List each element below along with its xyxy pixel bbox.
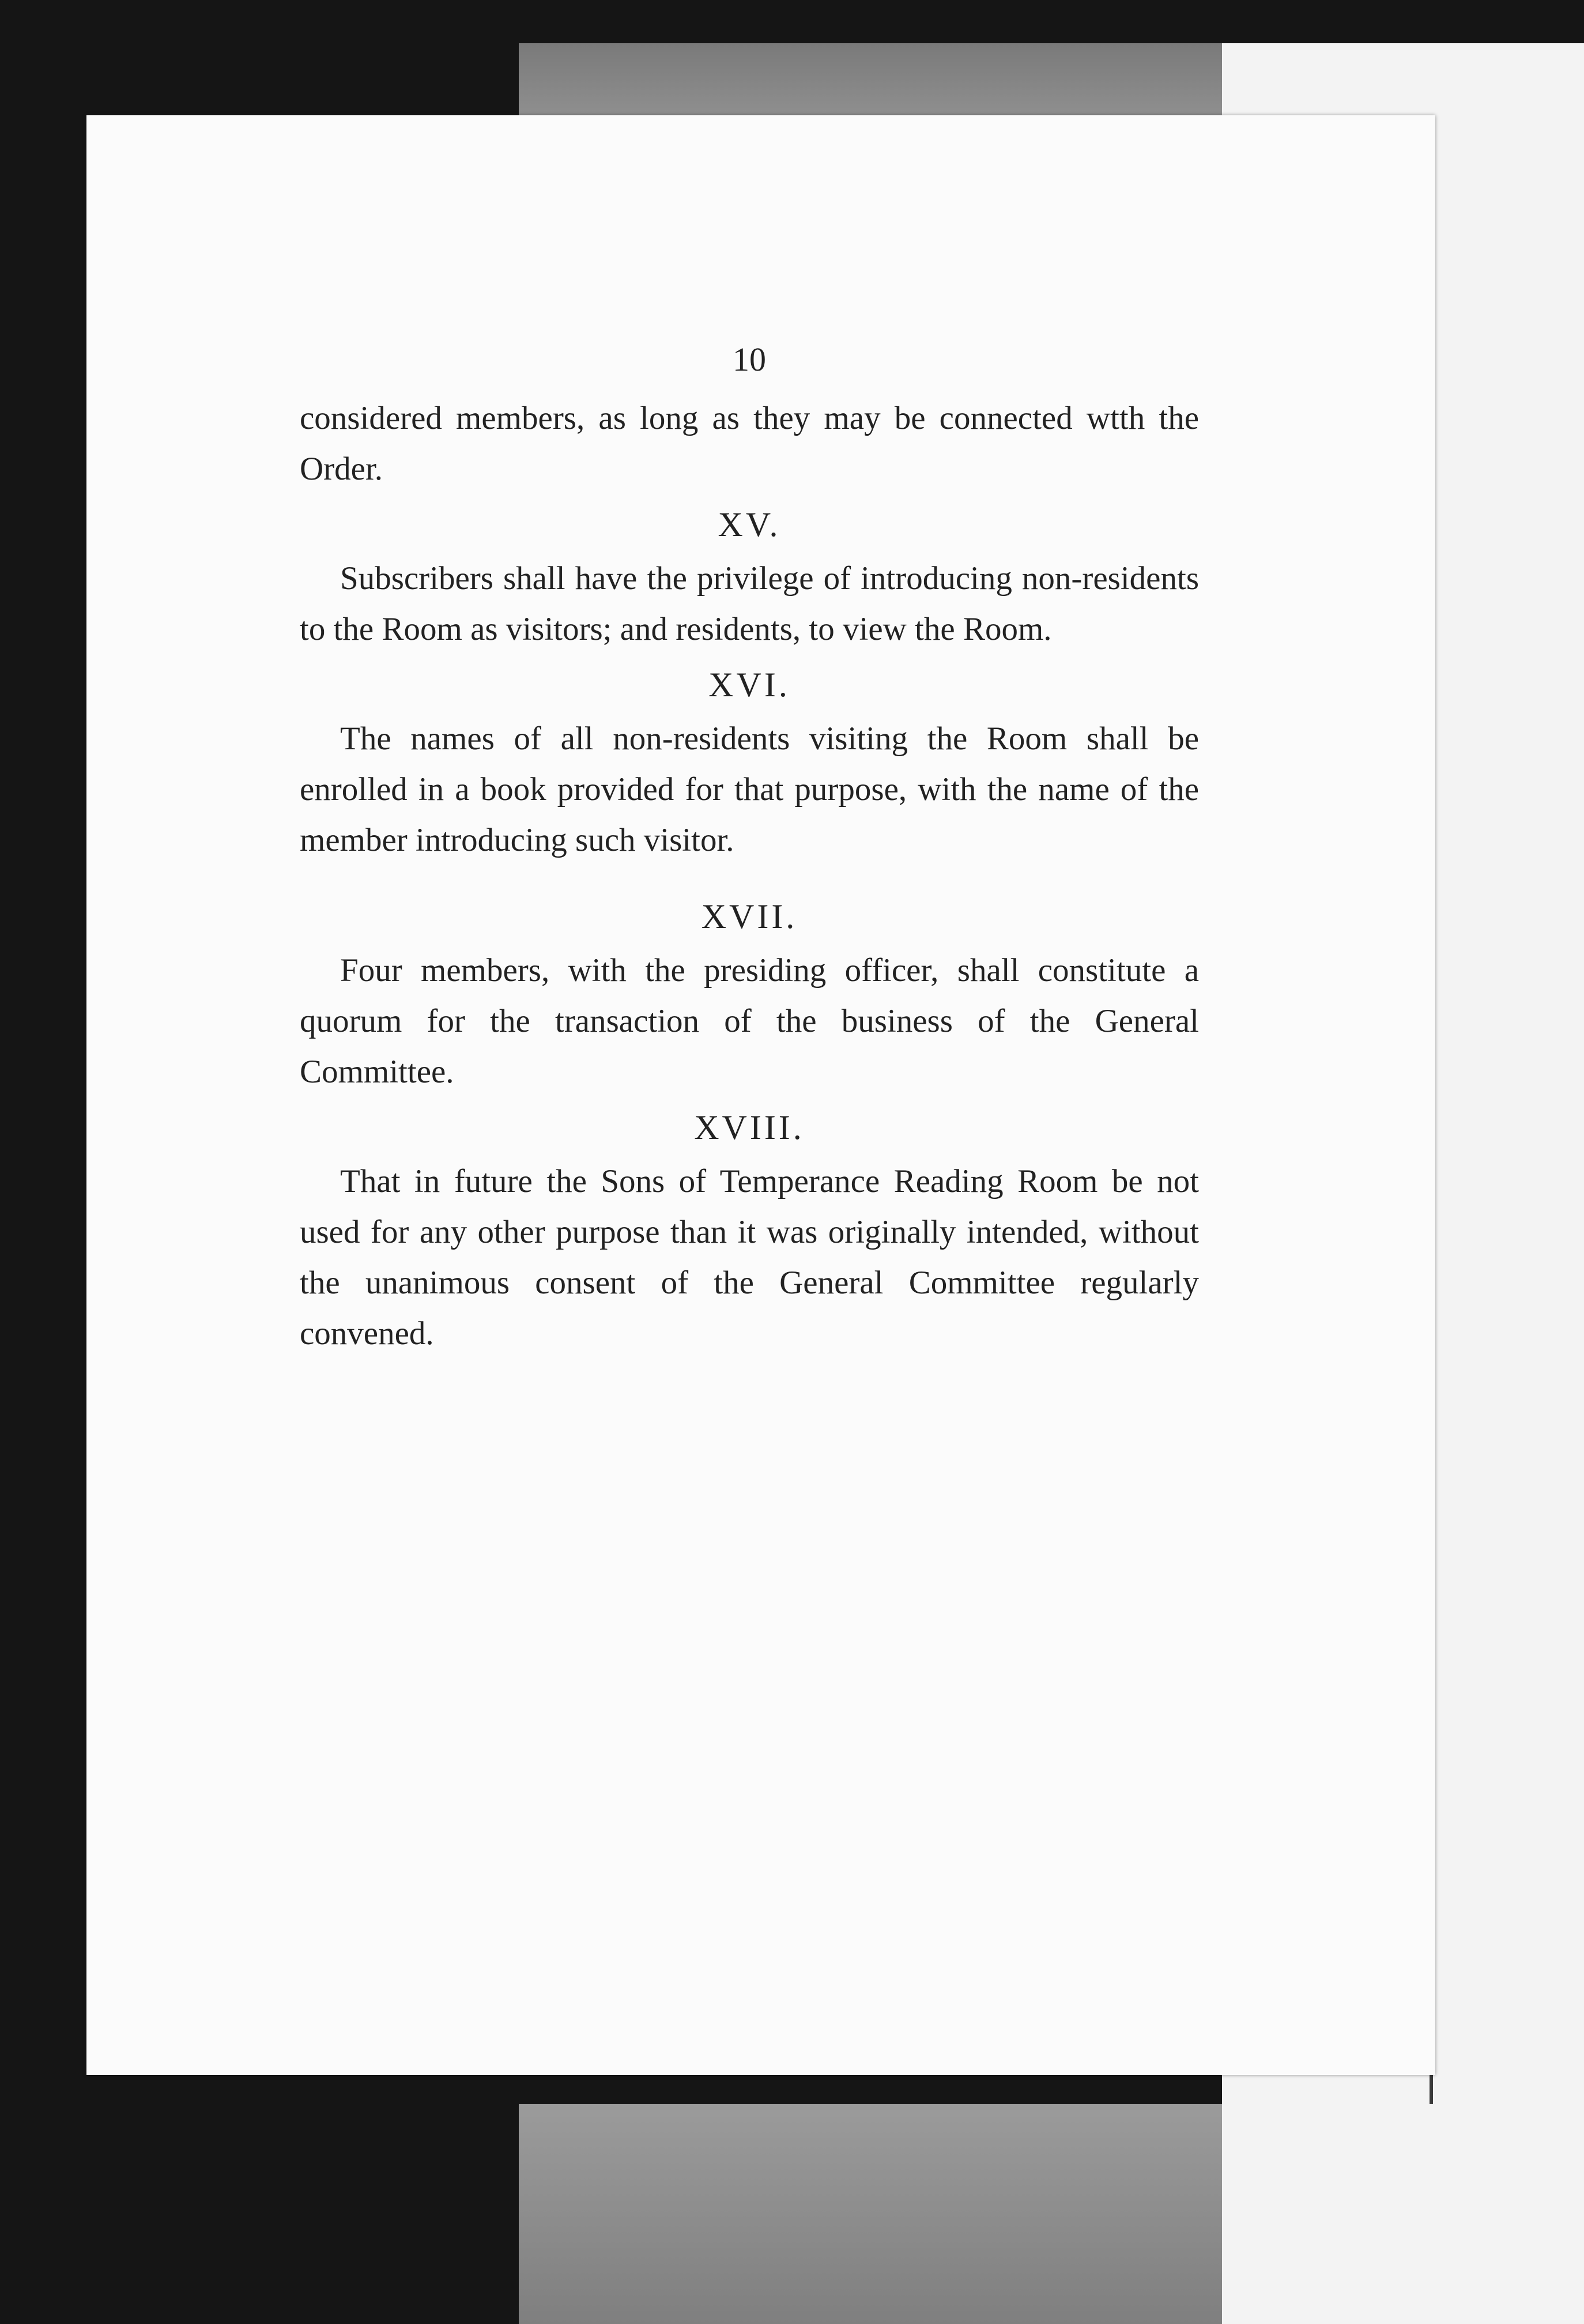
section-heading: XVII. bbox=[701, 897, 798, 935]
continuation-paragraph: considered members, as long as they may be connected wtth the Order. bbox=[300, 400, 1199, 487]
section-paragraph: That in future the Sons of Temperance Reading Room be not used for any other purpose than it was originally intended, without the unanimous consent of the General Committee regularly convened. bbox=[300, 1163, 1199, 1352]
section-heading: XV. bbox=[718, 505, 781, 544]
section-heading: XVI. bbox=[708, 666, 790, 704]
section-heading: XVIII. bbox=[694, 1108, 805, 1146]
page-number: 10 bbox=[733, 341, 766, 378]
page-text bbox=[300, 334, 1199, 1359]
section-paragraph: The names of all non-residents visiting the Room shall be enrolled in a book provided for that purpose, with the name of the member introducing such visitor. bbox=[300, 720, 1199, 858]
spacer bbox=[300, 866, 1199, 886]
binding-strip-bottom bbox=[519, 2104, 1222, 2324]
section-paragraph: Subscribers shall have the privilege of introducing non-residents to the Room as visitors; and residents, to view the Room. bbox=[300, 560, 1199, 647]
section-paragraph: Four members, with the presiding officer, shall constitute a quorum for the transaction of the business of the General Committee. bbox=[300, 952, 1199, 1090]
